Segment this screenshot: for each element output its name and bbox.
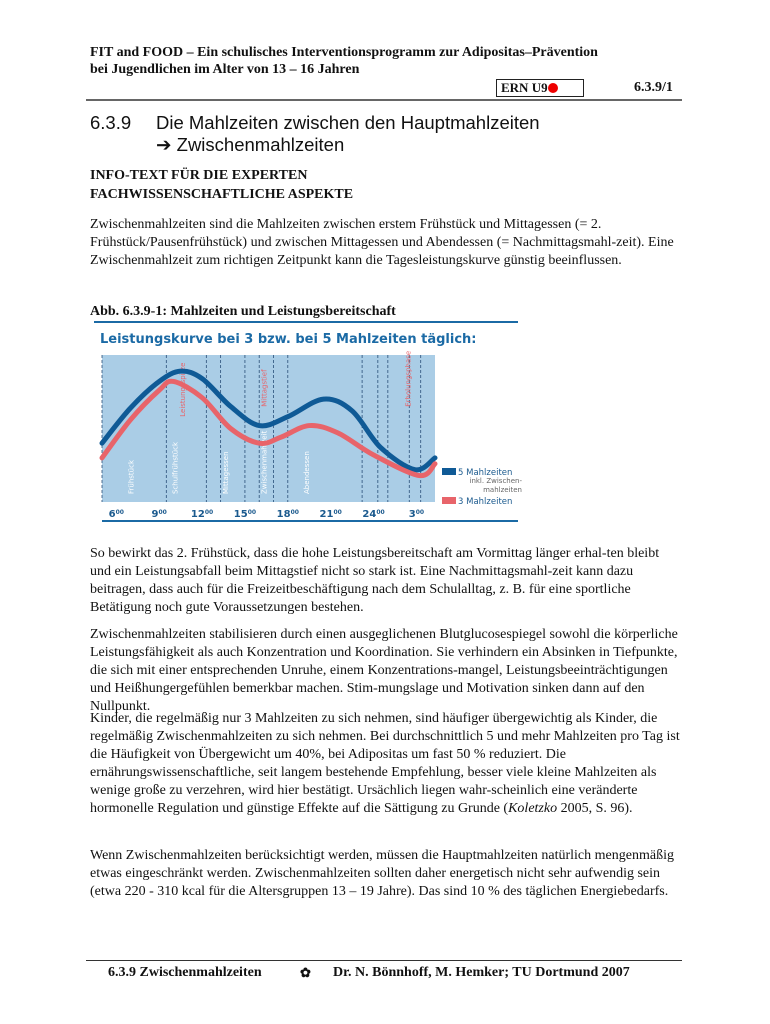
- chart-annotation: Mittagstief: [260, 369, 269, 407]
- header-rule: [86, 99, 682, 101]
- chart-annotation: Schulfrühstück: [171, 441, 180, 494]
- chart-annotation: Abendessen: [303, 451, 312, 494]
- footer-rule: [86, 960, 682, 961]
- unit-code-box: [496, 79, 584, 97]
- x-tick-label: $24^{00}$: [362, 509, 385, 520]
- header-line-2: bei Jugendlichen im Alter von 13 – 16 Jahren: [90, 62, 360, 77]
- chart-annotation: Zwischenmahlzeit: [260, 430, 269, 494]
- legend-swatch-5: [442, 468, 456, 475]
- section-title: [90, 112, 540, 156]
- citation-author: Koletzko: [508, 801, 558, 816]
- header-line-1: FIT and FOOD – Ein schulisches Interventionsprogramm zur Adipositas–Prävention: [90, 45, 598, 60]
- footer-icon: ✿: [300, 965, 311, 980]
- subheading: [90, 166, 353, 204]
- red-dot-icon: [548, 83, 558, 93]
- figure-caption: Abb. 6.3.9-1: Mahlzeiten und Leistungsbereitschaft: [90, 304, 396, 319]
- subheading-line-1: INFO-TEXT FÜR DIE EXPERTEN: [90, 168, 308, 183]
- x-tick-label: $12^{00}$: [190, 509, 214, 520]
- chart-annotation: Frühstück: [127, 460, 136, 494]
- paragraph-2: So bewirkt das 2. Frühstück, dass die hohe Leistungsbereitschaft am Vormittag länger erhal-ten bleibt und ein Leistungsabfall beim Mittagstief nicht so stark ist. Eine Nachmittagsmahl-zeit kann dazu beitragen, dass auch für die Freizeitbeschäftigung nach dem Schulalltag, z. B. für eine sportliche Betätigung noch gute Voraussetzungen bestehen.: [90, 546, 660, 615]
- performance-chart: [90, 320, 522, 525]
- section-title-text: Die Mahlzeiten zwischen den Hauptmahlzeiten: [156, 112, 540, 133]
- section-subtitle: ➔ Zwischenmahlzeiten: [156, 134, 345, 155]
- footer-left: 6.3.9 Zwischenmahlzeiten: [108, 965, 262, 980]
- page-header: [90, 44, 680, 78]
- unit-code: ERN U9: [501, 80, 548, 95]
- paragraph-intro: Zwischenmahlzeiten sind die Mahlzeiten zwischen erstem Frühstück und Mittagessen (= 2. Frühstück/Pausenfrühstück) und zwischen Mittagessen und Abendessen (= Nachmittagsmahl-zeit). Eine Zwischenmahlzeit zum richtigen Zeitpunkt kann die Tagesleistungskurve günstig beeinflussen.: [90, 217, 674, 268]
- x-tick-label: $15^{00}$: [233, 509, 257, 520]
- legend-label-5: 5 Mahlzeiten: [458, 468, 513, 478]
- chart-title: Leistungskurve bei 3 bzw. bei 5 Mahlzeiten täglich:: [100, 332, 477, 347]
- paragraph-4-text: Kinder, die regelmäßig nur 3 Mahlzeiten zu sich nehmen, sind häufiger übergewichtig als Kinder, die regelmäßig Zwischenmahlzeiten zu sich nehmen. Bei durchschnittlich 5 und mehr Mahlzeiten pro Tag ist die Häufigkeit von Übergewicht um 40%, bei Adipositas um fast 50 % reduziert. Die ernährungswissenschaftliche, seit langem bestehende Empfehlung, besser viele kleine Mahlzeiten als wenige große zu verzehren, wird hier bestätigt. Ursächlich liegen wahr-scheinlich eine veränderte hormonelle Regulation und günstige Effekte auf die Sättigung zu Grunde (: [90, 711, 680, 816]
- x-tick-label: $18^{00}$: [276, 509, 299, 520]
- paragraph-3: Zwischenmahlzeiten stabilisieren durch einen ausgeglichenen Blutglucosespiegel sowohl die körperliche Leistungsfähigkeit als auch Konzentration und Koordination. Sie verhindern ein Absinken in Tiefpunkte, die sich mit einer entsprechenden Unruhe, einem Konzentrations-mangel, Leistungsbeeinträchtigungen und Heißhungergefühlen bemerkbar machen. Stim-mungslage und Motivation sinken dann auf den Nullpunkt.: [90, 627, 678, 714]
- legend-label-3: 3 Mahlzeiten: [458, 497, 513, 507]
- chart-annotation: Mittagessen: [221, 451, 230, 494]
- paragraph-5: Wenn Zwischenmahlzeiten berücksichtigt werden, müssen die Hauptmahlzeiten natürlich mengenmäßig etwas eingeschränkt werden. Zwischenmahlzeiten sollten daher energetisch nicht sehr aufwendig sein (etwa 220 - 310 kcal für die Altersgruppen 13 – 19 Jahre). Das sind 10 % des täglichen Energiebedarfs.: [90, 848, 674, 899]
- chart-annotation: Leistungsspitze: [178, 362, 187, 417]
- citation-rest: 2005, S. 96).: [557, 801, 633, 816]
- x-tick-label: $3^{00}$: [408, 509, 425, 520]
- plot-area: [102, 355, 435, 502]
- legend-swatch-3: [442, 497, 456, 504]
- page-number: 6.3.9/1: [634, 80, 673, 95]
- x-tick-label: $6^{00}$: [108, 509, 124, 520]
- paragraph-4: [90, 710, 680, 818]
- x-tick-label: $9^{00}$: [151, 509, 167, 520]
- legend-note: inkl. Zwischen-mahlzeiten: [469, 477, 522, 494]
- footer-right: Dr. N. Bönnhoff, M. Hemker; TU Dortmund 2007: [333, 965, 630, 980]
- subheading-line-2: FACHWISSENSCHAFTLICHE ASPEKTE: [90, 187, 354, 202]
- x-tick-label: $21^{00}$: [319, 509, 342, 520]
- chart-annotation: Erholungsphase: [404, 350, 413, 407]
- section-number: 6.3.9: [90, 112, 132, 133]
